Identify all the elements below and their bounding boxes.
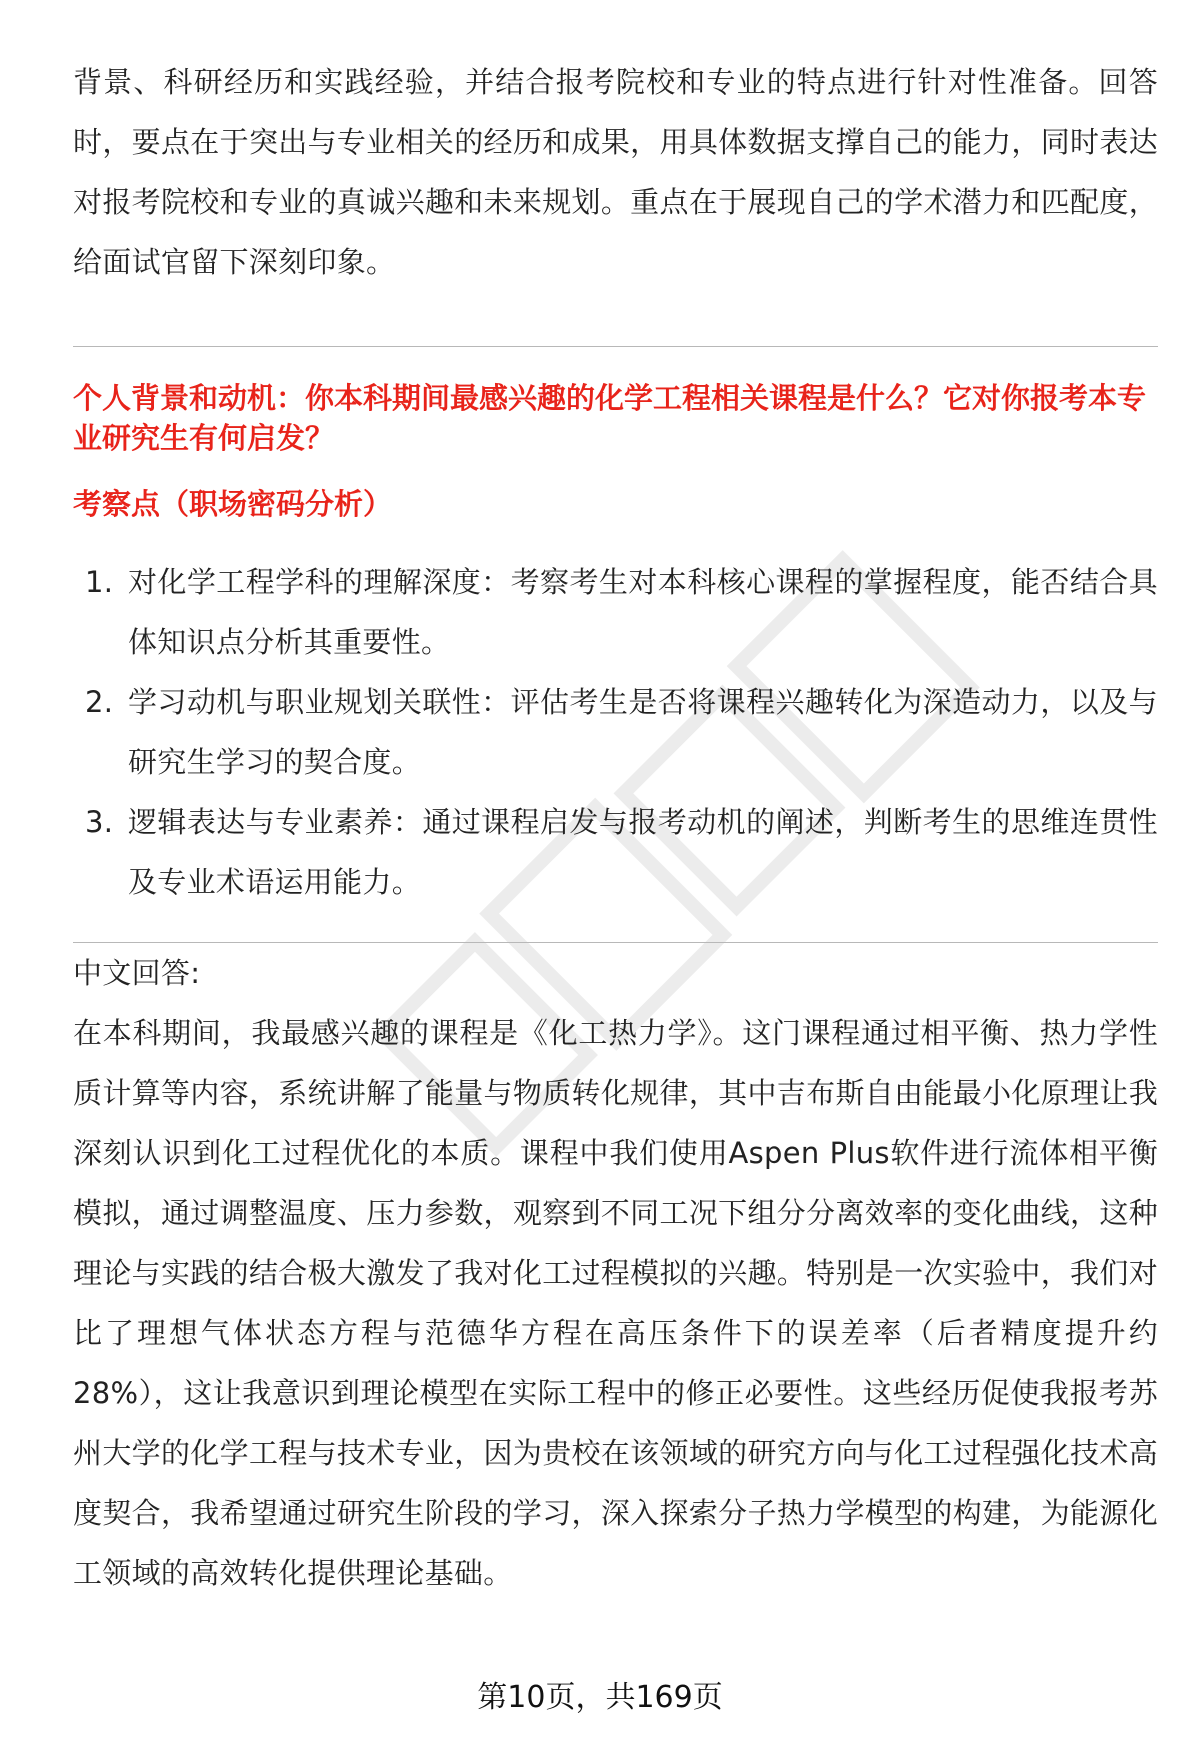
interview-question: 个人背景和动机：你本科期间最感兴趣的化学工程相关课程是什么？它对你报考本专业研究生有何启发？ [73, 381, 1147, 455]
point-text: 逻辑表达与专业素养：通过课程启发与报考动机的阐述，判断考生的思维连贯性及专业术语运用能力。 [128, 805, 1158, 899]
point-text: 对化学工程学科的理解深度：考察考生对本科核心课程的掌握程度，能否结合具体知识点分析其重要性。 [128, 565, 1158, 659]
answer-label: 中文回答: [73, 956, 201, 990]
answer-body: 在本科期间，我最感兴趣的课程是《化工热力学》。这门课程通过相平衡、热力学性质计算等内容，系统讲解了能量与物质转化规律，其中吉布斯自由能最小化原理让我深刻认识到化工过程优化的本质。课程中我们使用Aspen Plus软件进行流体相平衡模拟，通过调整温度、压力参数，观察到不同工况下组分分离效率的变化曲线，这种理论与实践的结合极大激发了我对化工过程模拟的兴趣。特别是一次实验中，我们对比了理想气体状态方程与范德华方程在高压条件下的误差率（后者精度提升约28%），这让我意识到理论模型在实际工程中的修正必要性。这些经历促使我报考苏州大学的化学工程与技术专业，因为贵校在该领域的研究方向与化工过程强化技术高度契合，我希望通过研究生阶段的学习，深入探索分子热力学模型的构建，为能源化工领域的高效转化提供理论基础。 [73, 1016, 1158, 1590]
point-text: 学习动机与职业规划关联性：评估考生是否将课程兴趣转化为深造动力，以及与研究生学习的契合度。 [128, 685, 1158, 779]
point-number: 3. [85, 805, 114, 839]
point-number: 2. [85, 685, 114, 719]
page-number: 第10页，共169页 [477, 1680, 723, 1715]
assessment-point [73, 792, 1158, 912]
assessment-point [73, 672, 1158, 792]
point-number: 1. [85, 565, 114, 599]
assessment-title: 考察点（职场密码分析） [73, 487, 393, 521]
section-divider [73, 346, 1158, 347]
intro-paragraph: 背景、科研经历和实践经验，并结合报考院校和专业的特点进行针对性准备。回答时，要点在于突出与专业相关的经历和成果，用具体数据支撑自己的能力，同时表达对报考院校和专业的真诚兴趣和未来规划。重点在于展现自己的学术潜力和匹配度，给面试官留下深刻印象。 [73, 65, 1158, 279]
assessment-points-list [73, 552, 1158, 912]
assessment-point [73, 552, 1158, 672]
document-content [73, 52, 1158, 1603]
